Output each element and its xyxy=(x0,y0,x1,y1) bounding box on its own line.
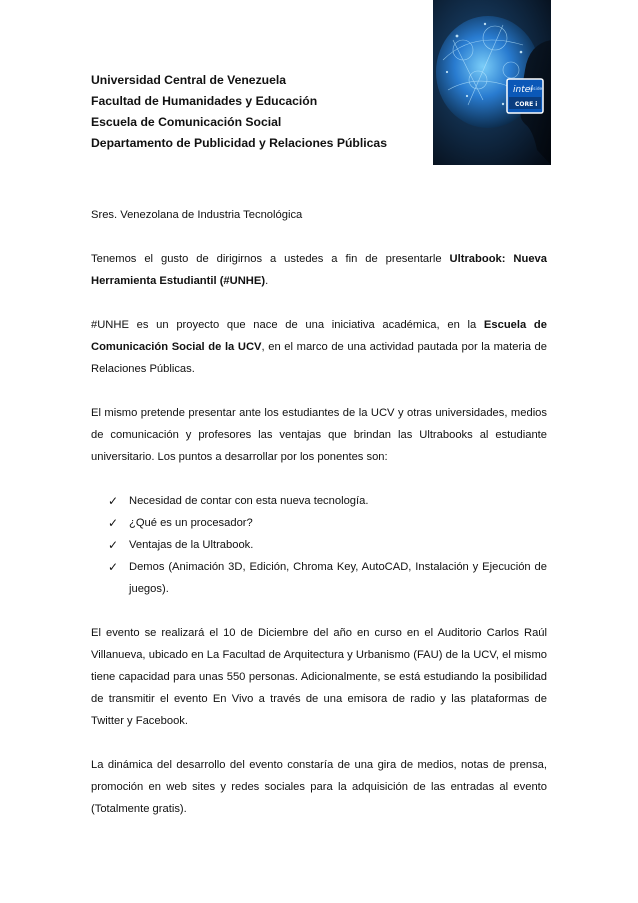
project-text: #UNHE es un proyecto que nace de una iniciativa académica, en la xyxy=(91,319,484,331)
addressee: Sres. Venezolana de Industria Tecnológica xyxy=(91,209,303,221)
checklist-item-text: Demos (Animación 3D, Edición, Chroma Key, AutoCAD, Instalación y Ejecución de juegos). xyxy=(129,561,547,595)
brain-head-illustration xyxy=(433,0,551,165)
project-school: Escuela de Comunicación Social de la UCV xyxy=(91,319,547,353)
intro-period: . xyxy=(265,275,269,287)
checkmark-icon: ✓ xyxy=(108,538,119,552)
paragraph-event-dynamics: La dinámica del desarrollo del evento constaría de una gira de medios, notas de prensa, promoción en web sites y redes sociales para la adquisición de las entradas al evento (Totalmente gratis). xyxy=(91,759,547,815)
school-name: Escuela de Comunicación Social xyxy=(91,115,282,129)
paragraph-project xyxy=(91,314,547,380)
letterhead xyxy=(91,70,451,154)
faculty-name: Facultad de Humanidades y Educación xyxy=(91,94,318,108)
project-context: , en el marco de una actividad pautada por la materia de Relaciones Públicas. xyxy=(91,341,547,375)
department-name: Departamento de Publicidad y Relaciones Públicas xyxy=(91,136,387,150)
topics-checklist xyxy=(91,490,547,600)
university-name: Universidad Central de Venezuela xyxy=(91,73,287,87)
paragraph-intro xyxy=(91,248,547,292)
badge-brand-text: intel xyxy=(513,85,533,95)
checklist-item xyxy=(91,490,547,512)
checklist-item-text: ¿Qué es un procesador? xyxy=(129,517,253,529)
checklist-item xyxy=(91,534,547,556)
checklist-item xyxy=(91,556,547,600)
badge-sub-text: inside xyxy=(529,87,543,92)
letter-body xyxy=(91,204,547,820)
intro-text: Tenemos el gusto de dirigirnos a ustedes a fin de presentarle xyxy=(91,253,450,265)
checkmark-icon: ✓ xyxy=(108,494,119,508)
intel-brain-logo xyxy=(433,0,551,165)
checkmark-icon: ✓ xyxy=(108,516,119,530)
checklist-item-text: Necesidad de contar con esta nueva tecnología. xyxy=(129,495,369,507)
paragraph-purpose: El mismo pretende presentar ante los estudiantes de la UCV y otras universidades, medios de comunicación y profesores las ventajas que brindan las Ultrabooks al estudiante universitario. Los puntos a desarrollar por los ponentes son: xyxy=(91,407,547,463)
checkmark-icon: ✓ xyxy=(108,560,119,574)
paragraph-event-details: El evento se realizará el 10 de Diciembre del año en curso en el Auditorio Carlos Raúl Villanueva, ubicado en La Facultad de Arquitectura y Urbanismo (FAU) de la UCV, el mismo tiene capacidad para unas 550 personas. Adicionalmente, se está estudiando la posibilidad de transmitir el evento En Vivo a través de una emisora de radio y las plataformas de Twitter y Facebook. xyxy=(91,627,547,727)
badge-core-text: CORE i xyxy=(515,101,538,108)
intro-project-name: Ultrabook: Nueva Herramienta Estudiantil (#UNHE) xyxy=(91,253,547,287)
checklist-item-text: Ventajas de la Ultrabook. xyxy=(129,539,254,551)
checklist-item xyxy=(91,512,547,534)
